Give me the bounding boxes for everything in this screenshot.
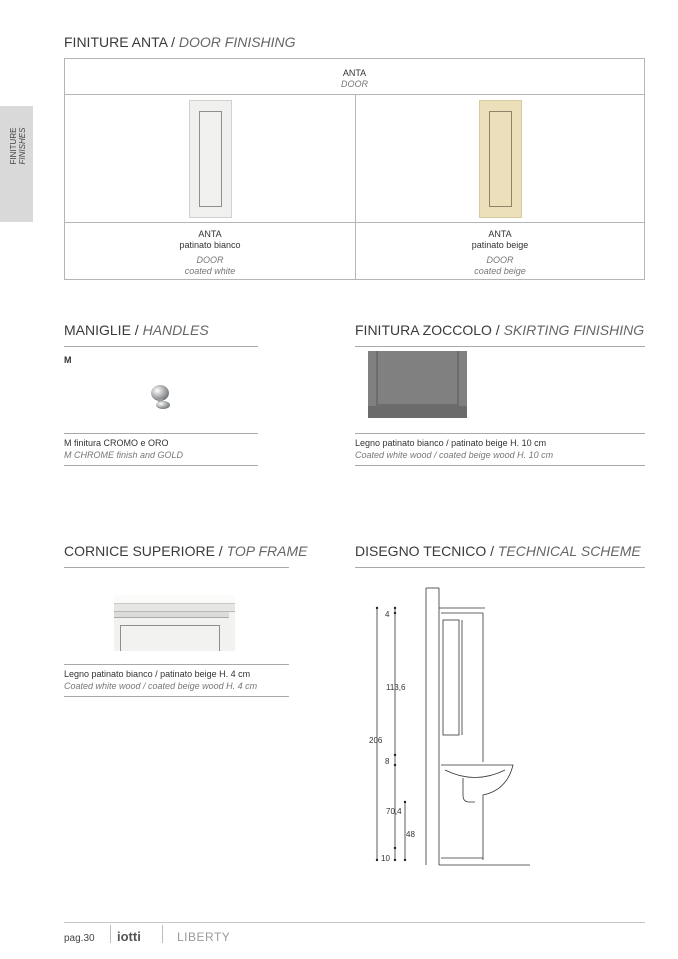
door-white-finish-en: coated white bbox=[184, 266, 236, 276]
row-divider bbox=[65, 222, 644, 223]
door-beige-caption bbox=[355, 229, 645, 277]
door-beige-finish-en: coated beige bbox=[474, 266, 526, 276]
top-frame-image bbox=[114, 595, 235, 651]
technical-title-it: DISEGNO TECNICO bbox=[355, 543, 487, 559]
dim-10: 10 bbox=[381, 854, 390, 863]
collection-name: LIBERTY bbox=[177, 930, 231, 944]
top-frame-caption-it: Legno patinato bianco / patinato beige H. 4 cm bbox=[64, 669, 251, 679]
top-frame-title-it: CORNICE SUPERIORE bbox=[64, 543, 215, 559]
handles-rule-bottom bbox=[64, 465, 258, 466]
handle-code: M bbox=[64, 355, 72, 365]
dim-113-6: 113,6 bbox=[386, 683, 406, 692]
skirting-caption-en: Coated white wood / coated beige wood H. 10 cm bbox=[355, 450, 554, 460]
door-white-name-it: ANTA bbox=[198, 229, 222, 239]
door-beige-swatch bbox=[479, 100, 522, 218]
handles-title-en: HANDLES bbox=[142, 322, 209, 338]
top-frame-caption-en: Coated white wood / coated beige wood H. 4 cm bbox=[64, 681, 258, 691]
handles-rule-mid bbox=[64, 433, 258, 434]
skirting-rule-bottom bbox=[355, 465, 645, 466]
top-frame-title: CORNICE SUPERIORE / TOP FRAME bbox=[64, 543, 308, 559]
skirting-image bbox=[368, 351, 467, 418]
skirting-rule-top bbox=[355, 346, 645, 347]
handles-caption-en: M CHROME finish and GOLD bbox=[64, 450, 184, 460]
handles-title: MANIGLIE / HANDLES bbox=[64, 322, 209, 338]
footer-divider-1 bbox=[110, 925, 111, 943]
skirting-title: FINITURA ZOCCOLO / SKIRTING FINISHING bbox=[355, 322, 645, 338]
technical-title-en: TECHNICAL SCHEME bbox=[497, 543, 641, 559]
top-frame-rule-bottom bbox=[64, 696, 289, 697]
side-tab-label-en: FINISHES bbox=[18, 127, 27, 165]
top-frame-title-en: TOP FRAME bbox=[226, 543, 308, 559]
door-beige-finish-it: patinato beige bbox=[471, 240, 529, 250]
door-white-caption bbox=[65, 229, 355, 277]
section-side-tab bbox=[0, 106, 33, 222]
door-white-finish-it: patinato bianco bbox=[179, 240, 241, 250]
door-header-en: DOOR bbox=[341, 79, 368, 89]
page-number: pag.30 bbox=[64, 933, 95, 944]
door-beige-name-en: DOOR bbox=[486, 255, 514, 265]
brand-logo bbox=[117, 928, 159, 942]
door-title-it: FINITURE ANTA bbox=[64, 34, 168, 50]
dim-48: 48 bbox=[406, 830, 415, 839]
technical-title: DISEGNO TECNICO / TECHNICAL SCHEME bbox=[355, 543, 641, 559]
skirting-title-en: SKIRTING FINISHING bbox=[503, 322, 645, 338]
door-white-swatch bbox=[189, 100, 232, 218]
footer-rule bbox=[64, 922, 645, 923]
skirting-caption-it: Legno patinato bianco / patinato beige H. 10 cm bbox=[355, 438, 547, 448]
skirting-rule-mid bbox=[355, 433, 645, 434]
door-section-title: FINITURE ANTA / DOOR FINISHING bbox=[64, 34, 296, 50]
top-frame-rule-top bbox=[64, 567, 289, 568]
technical-rule-top bbox=[355, 567, 645, 568]
skirting-title-it: FINITURA ZOCCOLO bbox=[355, 322, 492, 338]
door-header-it: ANTA bbox=[342, 68, 367, 78]
handle-knob-image bbox=[149, 382, 173, 410]
door-finish-table bbox=[64, 58, 645, 280]
handles-title-it: MANIGLIE bbox=[64, 322, 131, 338]
footer-divider-2 bbox=[162, 925, 163, 943]
side-tab-label-it: FINITURE bbox=[9, 127, 18, 165]
door-title-en: DOOR FINISHING bbox=[178, 34, 296, 50]
door-beige-name-it: ANTA bbox=[488, 229, 512, 239]
dim-8: 8 bbox=[385, 757, 390, 766]
brand-name: iotti bbox=[117, 929, 141, 944]
top-frame-rule-mid bbox=[64, 664, 289, 665]
handles-rule-top bbox=[64, 346, 258, 347]
dim-70-4: 70,4 bbox=[386, 807, 402, 816]
dim-4: 4 bbox=[385, 610, 390, 619]
side-tab-label bbox=[9, 116, 27, 176]
handles-caption-it: M finitura CROMO e ORO bbox=[64, 438, 169, 448]
dim-206: 206 bbox=[369, 736, 383, 745]
door-table-header bbox=[65, 59, 644, 95]
door-white-name-en: DOOR bbox=[196, 255, 224, 265]
technical-drawing bbox=[355, 580, 645, 880]
